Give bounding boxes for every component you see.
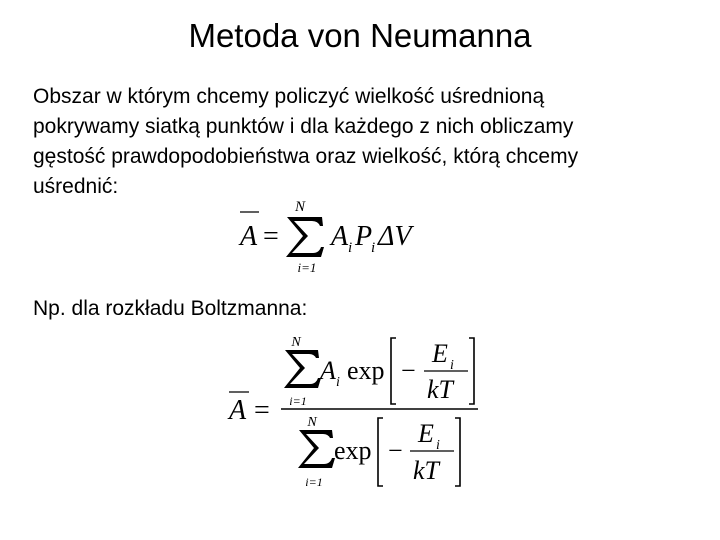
denominator-right-bracket — [455, 418, 460, 486]
numerator-sum-lower: i=1 — [289, 394, 307, 408]
lhs-symbol: A — [229, 395, 247, 426]
numerator-summation-sign — [284, 350, 321, 388]
term-A: A — [331, 221, 349, 252]
denominator-exp: exp — [334, 436, 372, 465]
numerator-right-bracket — [469, 338, 474, 404]
term-P-subscript: i — [371, 240, 376, 256]
sum-upper-limit: N — [294, 199, 306, 215]
term-P: P — [355, 221, 373, 252]
sum-lower-limit: i=1 — [297, 260, 317, 275]
slide-title: Metoda von Neumanna — [188, 17, 532, 54]
numerator-A: A — [320, 356, 336, 385]
numerator-minus: − — [401, 356, 416, 385]
equals-sign: = — [263, 221, 279, 252]
paragraph-line: pokrywamy siatką punktów i dla każdego z nich obliczamy — [33, 115, 574, 138]
denominator-left-bracket — [378, 418, 383, 486]
numerator-E: E — [432, 339, 448, 368]
equals-sign: = — [254, 395, 270, 426]
denominator-sum-upper: N — [307, 415, 317, 430]
paragraph-line: gęstość prawdopodobieństwa oraz wielkość, którą chcemy — [33, 145, 579, 168]
denominator-kT: kT — [413, 456, 439, 485]
numerator-exp: exp — [347, 356, 385, 385]
numerator-sum-upper: N — [291, 335, 301, 350]
denominator-E: E — [418, 419, 434, 448]
example-label: Np. dla rozkładu Boltzmanna: — [33, 297, 308, 320]
term-A-subscript: i — [348, 240, 353, 256]
numerator-A-subscript: i — [336, 375, 340, 390]
denominator-E-subscript: i — [436, 438, 440, 453]
numerator-kT: kT — [427, 375, 453, 404]
paragraph-line: uśrednić: — [33, 175, 119, 198]
denominator-summation-sign — [298, 430, 335, 468]
numerator-E-subscript: i — [450, 358, 454, 373]
paragraph-line: Obszar w którym chcemy policzyć wielkość uśrednioną — [33, 85, 545, 108]
denominator-sum-lower: i=1 — [305, 475, 323, 489]
term-delta-V: ΔV — [378, 221, 412, 252]
numerator-left-bracket — [391, 338, 396, 404]
denominator-minus: − — [388, 436, 403, 465]
lhs-symbol: A — [240, 221, 258, 252]
